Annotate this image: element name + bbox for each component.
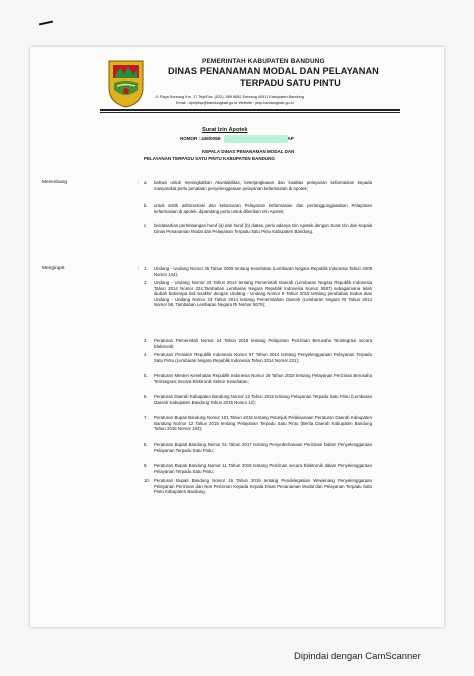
document-page <box>30 47 444 627</box>
item-marker: a. <box>144 180 148 185</box>
menimbang-colon: : <box>138 180 140 185</box>
menimbang-label: Menimbang <box>42 180 68 185</box>
item-marker: b. <box>144 203 148 208</box>
item-text: Peraturan Menteri Kesehatan Republik Indonesia Nomor 26 Tahun 2018 tentang Pelayanan Perizinan Berusaha Terintegrasi Secara Elektronik Sektor Kesehatan; <box>154 373 372 384</box>
mengingat-colon: : <box>138 266 140 271</box>
item-text: Peraturan Bupati Bandung Nomor 16 Tahun 2019 tentang Pendelegasian Wewenang Penyelenggaraan Pelayanan Perizinan dan Non Perizinan Kepada Kepala Dinas Penanaman Modal dan Pelayanan Terpadu Satu Pintu Kabupaten Bandung. <box>154 478 372 495</box>
item-text: Undang - Undang Nomor 36 Tahun 2009 tentang Kesehatan (Lembaran Negara Republik Indonesia Tahun 2009 Nomor 144); <box>154 266 372 277</box>
item-marker: c. <box>144 223 148 228</box>
document-number-prefix: NOMOR : 449/0058- <box>180 136 222 142</box>
item-marker: 4. <box>144 352 148 357</box>
letterhead <box>30 47 444 125</box>
document-number-suffix: AP <box>287 136 294 142</box>
item-marker: 9. <box>144 463 148 468</box>
letterhead-rule-thick <box>100 109 400 111</box>
email-website-line: Email : dpmptsp@bandungkab.go.id Website : ptsp.bandungkab.go.id <box>176 101 294 105</box>
mengingat-label: Mengingat <box>42 266 65 271</box>
item-text: Peraturan Daerah Kabupaten Bandung Nomor 12 Tahun 2015 tentang Pelayanan Terpadu Satu Pintu (Lembaran Daerah Kabupaten Bandung Tahun 2015 Nomor 12); <box>154 394 372 405</box>
item-text: Peraturan Pemerintah Nomor 24 Tahun 2018 tentang Pelayanan Perizinan Berusaha Terintegrasi secara Elektronik; <box>154 338 372 349</box>
org-line-2: DINAS PENANAMAN MODAL DAN PELAYANAN <box>168 66 379 76</box>
item-marker: 5. <box>144 373 148 378</box>
item-text: Peraturan Bupati Bandung Nomor 11 Tahun 2018 tentang Perizinan secara Elektronik dalam Penyelenggaraan Pelayanan Terpadu Satu Pintu; <box>154 463 372 474</box>
item-text: Peraturan Presiden Republik Indonesia Nomor 97 Tahun 2014 tentang Penyelenggaraan Pelayanan Terpadu Satu Pintu (Lembaran Negara Republik Indonesia Tahun 2014 Nomor 221); <box>154 352 372 363</box>
item-marker: 6. <box>144 394 148 399</box>
scan-mark <box>39 21 53 26</box>
kabupaten-bandung-emblem-icon <box>106 58 146 108</box>
item-text: untuk tertib administrasi dan kelancaran Pelayanan kefarmasian dan pertanggungjawaban Pelayanan kefarmasian di apotek, dipandang perlu untuk diberikan Izin Apotek; <box>154 203 372 214</box>
item-text: berdasarkan pertimbangan huruf (a) dan huruf (b) diatas, perlu adanya Izin Apotek dengan Surat Izin dari Kepala Dinas Penanaman Modal dan Pelayanan Terpadu Satu Pintu Kabupaten Bandung. <box>154 223 372 234</box>
camscanner-watermark-text: Dipindai dengan CamScanner <box>294 651 421 662</box>
document-title: Surat Izin Apotek <box>202 127 248 133</box>
redaction-mark <box>224 135 288 143</box>
item-marker: 1. <box>144 266 148 271</box>
letterhead-rule-thin <box>100 112 400 113</box>
document-number <box>180 135 294 143</box>
item-text: Undang - Undang Nomor 23 Tahun 2014 tentang Pemerintah Daerah (Lembaran Negara Republik Indonesia Tahun 2014 Nomor 224,Tambahan Lembaran Negara Republik Indonesia Nomor 5587) sebagaimana telah diubah beberapa kali terakhir dengan Undang - Undang Nomor 9 Tahun 2015 tentang perubahan kedua atas Undang - Undang Nomor 23 Tahun 2014 tentang Pemerintahan Daerah (Lembaran Negara RI Tahun 2014 Nomor 58, Tambahan Lembaran Negara RI Nomor 5679); <box>154 280 372 308</box>
item-text: Peraturan Bupati Bandung Nomor 101 Tahun 2016 tentang Petunjuk Pelaksanaan Peraturan Daerah Kabupaten Bandung Nomor 12 Tahun 2015 tentang Pelayanan Terpadu Satu Pintu (Berita Daerah Kabupaten Bandung Tahun 2016 Nomor 103); <box>154 415 372 432</box>
item-marker: 10. <box>144 478 151 483</box>
org-line-1: PEMERINTAH KABUPATEN BANDUNG <box>202 58 325 65</box>
address-line: Jl. Raya Soreang Km. 17 Telp/Fax. (022). 589 8682 Soreang 40911 Kabupaten Bandung <box>155 95 304 99</box>
org-line-3: TERPADU SATU PINTU <box>240 78 341 88</box>
item-marker: 8. <box>144 442 148 447</box>
kepala-heading-line-1: KEPALA DINAS PENANAMAN MODAL DAN <box>202 149 295 154</box>
kepala-heading-line-2: PELAYANAN TERPADU SATU PINTU KABUPATEN BANDUNG <box>144 156 275 161</box>
item-text: Peraturan Bupati Bandung Nomor 51 Tahun 2017 tentang Penyederhanaan Perizinan Dalam Penyelenggaraan Pelayanan Terpadu Satu Pintu; <box>154 442 372 453</box>
item-marker: 3. <box>144 338 148 343</box>
item-text: bahwa untuk meningkatkan Akuntabilitas, keterjangkauan dan kualitas pelayanan kefarmasian kepada masyarakat perlu penataan penyelenggaraan pelayanan kefarmasian di Apotek; <box>154 180 372 191</box>
item-marker: 7. <box>144 415 148 420</box>
item-marker: 2. <box>144 280 148 285</box>
